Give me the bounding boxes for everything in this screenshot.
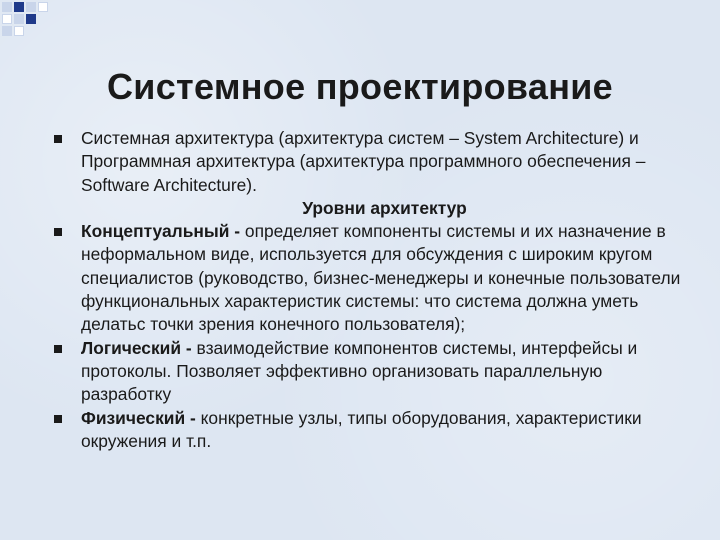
decor-square (26, 14, 36, 24)
text-conceptual: определяет компоненты системы и их назначение в неформальном виде, используется для обсуждения с широким кругом специалистов (руководство, бизнес-менеджеры и конечные пользователи функциональных характеристик системы: что система должна уметь делатьс точки зрения конечного пользователя); (81, 221, 681, 335)
square-bullet-icon (54, 228, 62, 236)
square-bullet-icon (54, 135, 62, 143)
bullet-item-intro (48, 127, 688, 197)
decor-square (14, 14, 24, 24)
slide-title: Системное проектирование (107, 66, 613, 107)
text-physical: конкретные узлы, типы оборудования, характеристики окружения и т.п. (81, 407, 642, 451)
decor-square (38, 2, 48, 12)
subheading: Уровни архитектур (302, 197, 467, 218)
decor-square (14, 2, 24, 12)
text-logical: взаимодействие компонентов системы, интерфейсы и протоколы. Позволяет эффективно организовать параллельную разработку (81, 337, 638, 405)
corner-decoration (0, 0, 60, 40)
bullet-item-physical (48, 407, 688, 454)
decor-square (14, 26, 24, 36)
decor-square (26, 2, 36, 12)
slide-content (48, 127, 688, 453)
term-conceptual: Концептуальный - (81, 221, 241, 242)
square-bullet-icon (54, 345, 62, 353)
bullet-item-conceptual (48, 220, 688, 336)
bullet-item-logical (48, 337, 688, 407)
term-logical: Логический - (81, 337, 192, 358)
term-physical: Физический - (81, 407, 196, 428)
decor-square (2, 14, 12, 24)
intro-text: Системная архитектура (архитектура систем – System Architecture) и Программная архитектура (архитектура программного обеспечения – Software Architecture). (81, 128, 646, 195)
decor-square (2, 26, 12, 36)
square-bullet-icon (54, 415, 62, 423)
decor-square (2, 2, 12, 12)
